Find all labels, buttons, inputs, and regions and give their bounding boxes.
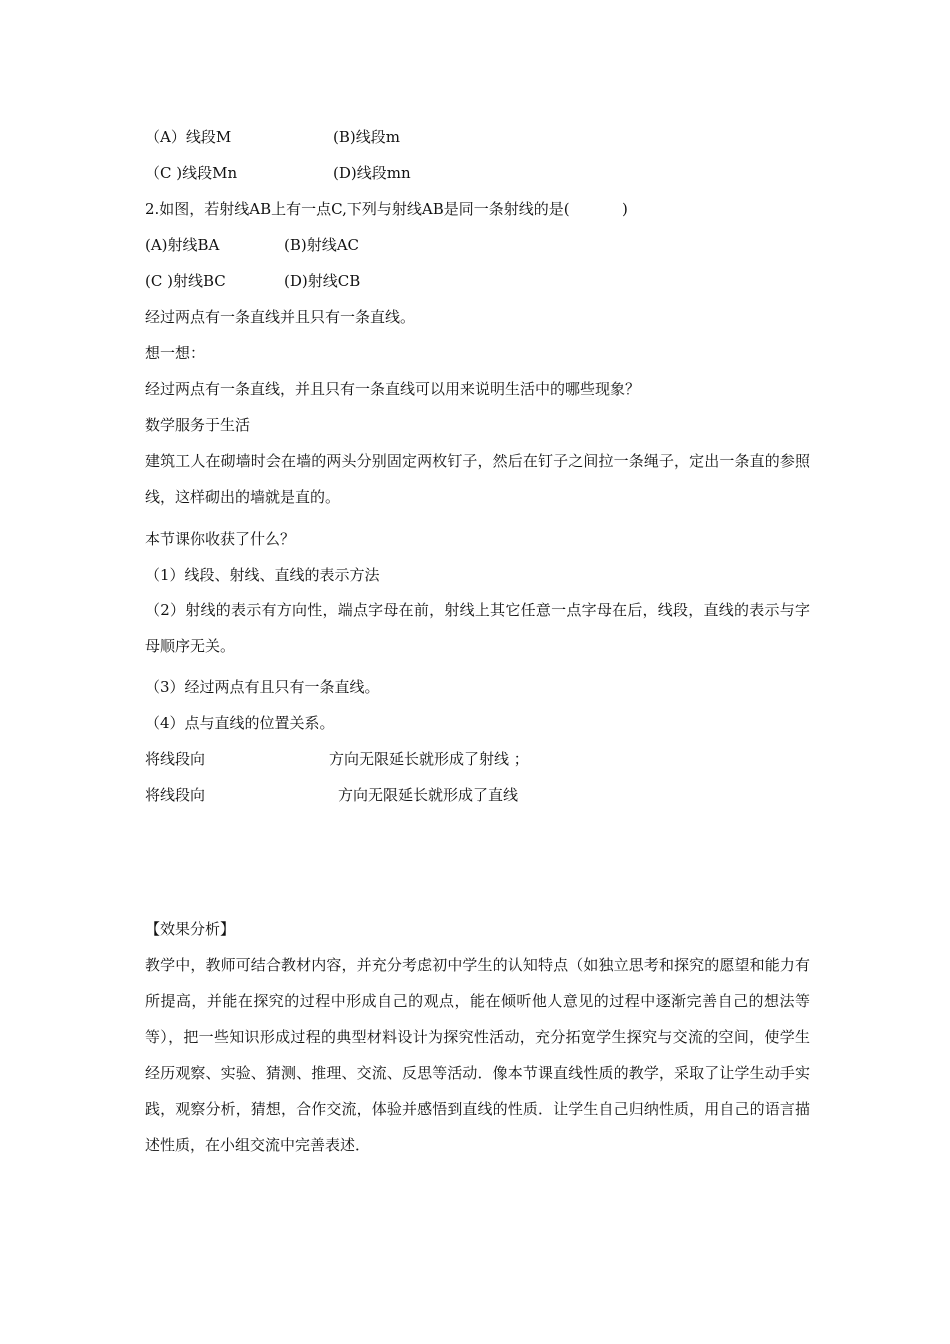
q2-stem: 2.如图，若射线AB上有一点C,下列与射线AB是同一条射线的是( ) [145, 200, 628, 218]
q1-option-b: (B)线段m [333, 128, 400, 146]
summary-item-1: （1）线段、射线、直线的表示方法 [145, 566, 380, 584]
think-question: 经过两点有一条直线，并且只有一条直线可以用来说明生活中的哪些现象？ [145, 380, 641, 398]
fill-blank-2-left: 将线段向 [145, 786, 206, 804]
summary-item-3: （3）经过两点有且只有一条直线。 [145, 678, 380, 696]
line-fact: 经过两点有一条直线并且只有一条直线。 [145, 308, 416, 326]
summary-item-2: （2）射线的表示有方向性，端点字母在前，射线上其它任意一点字母在后，线段，直线的表示与字母顺序无关。 [145, 601, 810, 655]
think-heading: 想一想： [145, 344, 206, 362]
fill-blank-2-right: 方向无限延长就形成了直线 [338, 786, 519, 804]
q2-option-a: (A)射线BA [145, 236, 220, 254]
q2-option-d: (D)射线CB [284, 272, 361, 290]
q1-option-c: （C )线段Mn [145, 164, 238, 182]
q1-option-a: （A）线段M [145, 128, 232, 146]
life-paragraph: 建筑工人在砌墙时会在墙的两头分别固定两枚钉子，然后在钉子之间拉一条绳子，定出一条直的参照线，这样砌出的墙就是直的。 [145, 452, 810, 506]
summary-heading: 本节课你收获了什么？ [145, 530, 296, 548]
analysis-heading: 【效果分析】 [145, 920, 236, 938]
fill-blank-1-left: 将线段向 [145, 750, 206, 768]
fill-blank-1-right: 方向无限延长就形成了射线 ； [329, 750, 529, 768]
q2-option-c: (C )射线BC [145, 272, 226, 290]
summary-item-4: （4）点与直线的位置关系。 [145, 714, 335, 732]
q2-option-b: (B)射线AC [284, 236, 360, 254]
analysis-paragraph: 教学中，教师可结合教材内容，并充分考虑初中学生的认知特点（如独立思考和探究的愿望和能力有所提高，并能在探究的过程中形成自己的观点，能在倾听他人意见的过程中逐渐完善自己的想法等等），把一些知识形成过程的典型材料设计为探究性活动，充分拓宽学生探究与交流的空间，使学生经历观察、实验、猜测、推理、交流、反思等活动．像本节课直线性质的教学，采取了让学生动手实践，观察分析，猜想，合作交流，体验并感悟到直线的性质．让学生自己归纳性质，用自己的语言描述性质，在小组交流中完善表述． [145, 956, 810, 1154]
q1-option-d: (D)线段mn [333, 164, 411, 182]
life-heading: 数学服务于生活 [145, 416, 251, 434]
